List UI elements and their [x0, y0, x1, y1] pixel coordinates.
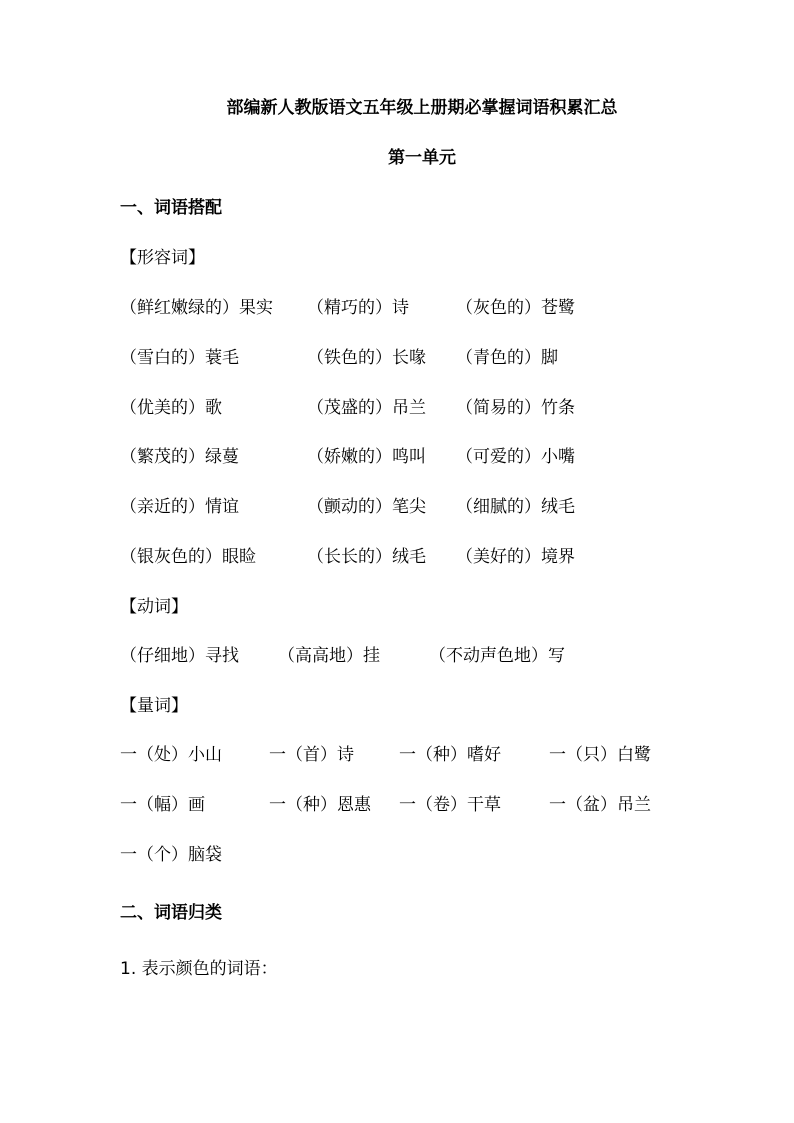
phrase-item: （繁茂的）绿蔓: [120, 447, 239, 467]
phrase-item: （优美的）歌: [120, 398, 222, 418]
phrase-item: （灰色的）苍鹭: [456, 298, 575, 318]
phrase-item: （长长的）绒毛: [307, 547, 426, 567]
phrase-item: （颤动的）笔尖: [307, 497, 426, 517]
section-heading-classification: 二、词语归类: [120, 903, 222, 923]
document-title: 部编新人教版语文五年级上册期必掌握词语积累汇总: [226, 98, 618, 118]
label-measure-words: 【量词】: [120, 696, 188, 716]
phrase-item: 一（盆）吊兰: [549, 795, 651, 815]
phrase-item: 一（幅）画: [120, 795, 205, 815]
phrase-item: 一（种）嗜好: [399, 745, 501, 765]
phrase-item: （仔细地）寻找: [120, 646, 239, 666]
phrase-item: （娇嫩的）鸣叫: [307, 447, 426, 467]
phrase-item: （不动声色地）写: [429, 646, 565, 666]
phrase-item: （亲近的）情谊: [120, 497, 239, 517]
phrase-item: （茂盛的）吊兰: [307, 398, 426, 418]
section-heading-collocation: 一、词语搭配: [120, 198, 222, 218]
phrase-item: （可爱的）小嘴: [456, 447, 575, 467]
phrase-item: （青色的）脚: [456, 348, 558, 368]
classification-item-colors: 1. 表示颜色的词语：: [120, 959, 278, 979]
unit-title: 第一单元: [388, 148, 456, 168]
phrase-item: （简易的）竹条: [456, 398, 575, 418]
phrase-item: （银灰色的）眼睑: [120, 547, 256, 567]
phrase-item: （高高地）挂: [278, 646, 380, 666]
label-verbs: 【动词】: [120, 597, 188, 617]
label-adjectives: 【形容词】: [120, 248, 205, 268]
phrase-item: 一（只）白鹭: [549, 745, 651, 765]
phrase-item: 一（个）脑袋: [120, 845, 222, 865]
phrase-item: 一（首）诗: [269, 745, 354, 765]
phrase-item: 一（种）恩惠: [269, 795, 371, 815]
phrase-item: （细腻的）绒毛: [456, 497, 575, 517]
phrase-item: （铁色的）长喙: [307, 348, 426, 368]
phrase-item: （雪白的）蓑毛: [120, 348, 239, 368]
phrase-item: （美好的）境界: [456, 547, 575, 567]
phrase-item: 一（处）小山: [120, 745, 222, 765]
phrase-item: 一（卷）干草: [399, 795, 501, 815]
phrase-item: （精巧的）诗: [307, 298, 409, 318]
phrase-item: （鲜红嫩绿的）果实: [120, 298, 273, 318]
